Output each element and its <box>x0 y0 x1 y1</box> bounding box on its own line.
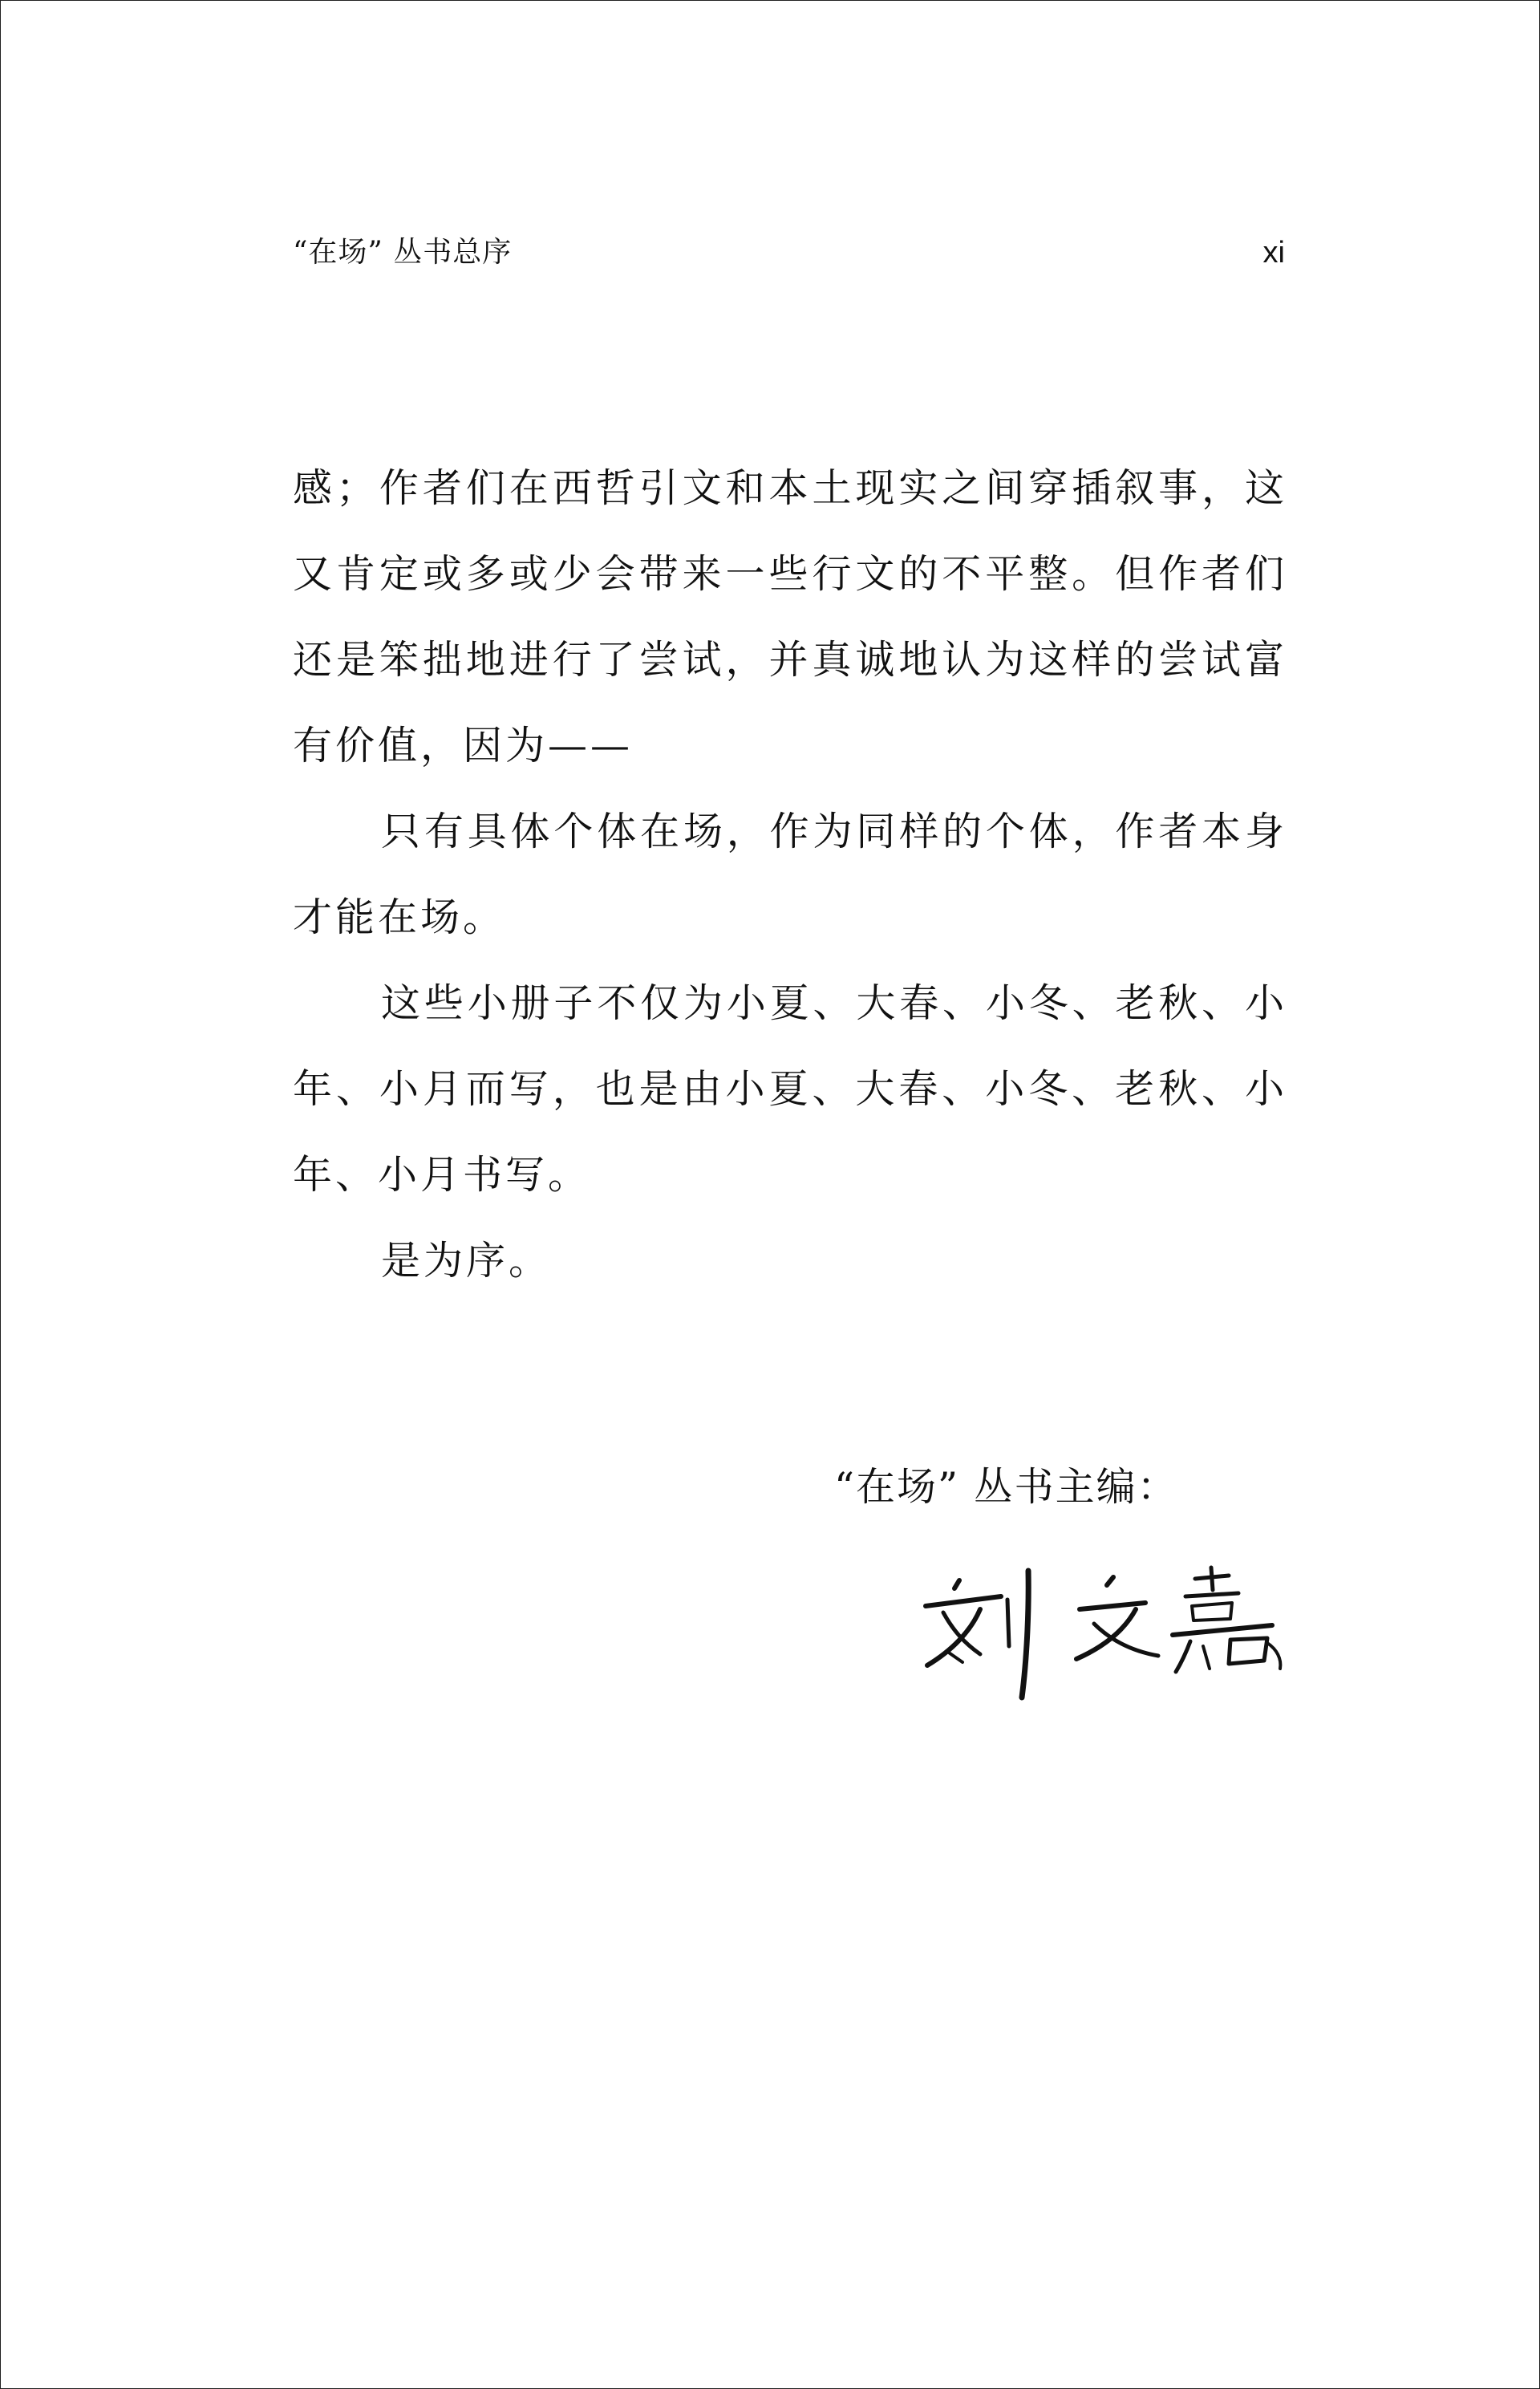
paragraph-presence: 只有具体个体在场，作为同样的个体，作者本身才能在场。 <box>293 809 1287 940</box>
page-number: xi <box>1262 236 1285 270</box>
body-text <box>293 445 1287 1304</box>
paragraph-booklets: 这些小册子不仅为小夏、大春、小冬、老秋、小年、小月而写，也是由小夏、大春、小冬、老秋、小年、小月书写。 <box>293 980 1287 1198</box>
paragraph-closing: 是为序。 <box>381 1238 552 1284</box>
running-header <box>293 233 1285 273</box>
editor-label: “在场” 丛书主编： <box>834 1464 1178 1510</box>
handwritten-signature <box>914 1556 1291 1709</box>
header-title: “在场” 丛书总序 <box>293 236 513 269</box>
paragraph-continuation: 感；作者们在西哲引文和本土现实之间穿插叙事，这又肯定或多或少会带来一些行文的不平整。但作者们还是笨拙地进行了尝试，并真诚地认为这样的尝试富有价值，因为—— <box>293 465 1287 769</box>
